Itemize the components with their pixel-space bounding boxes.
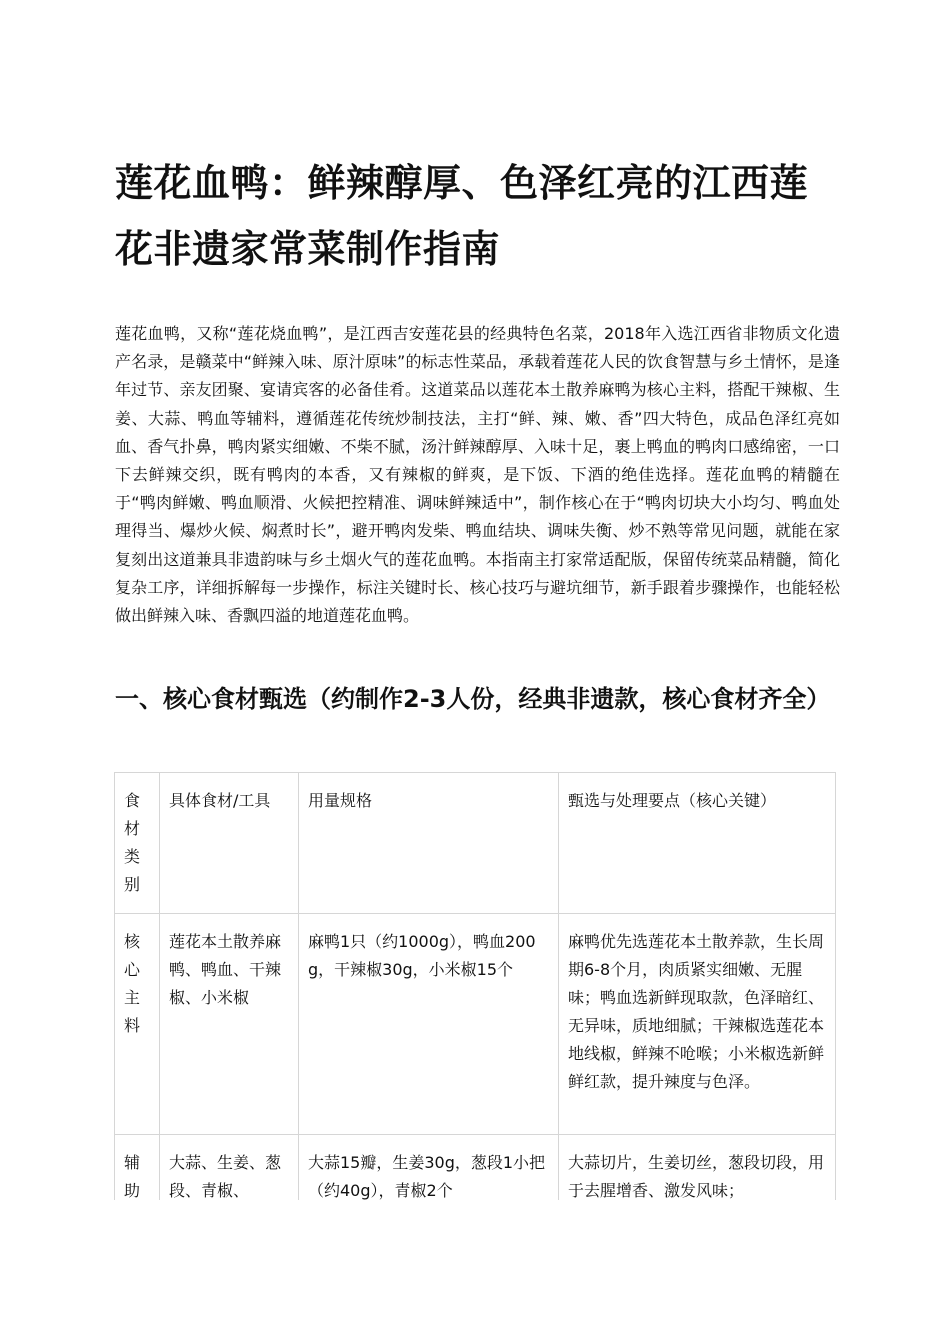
- table-header-row: [115, 773, 836, 914]
- table-row: [115, 914, 836, 1135]
- cell-amount: 大蒜15瓣，生姜30g，葱段1小把（约40g），青椒2个: [299, 1135, 559, 1201]
- document-title: 莲花血鸭：鲜辣醇厚、色泽红亮的江西莲花非遗家常菜制作指南: [115, 161, 809, 271]
- intro-paragraph: 莲花血鸭，又称“莲花烧血鸭”，是江西吉安莲花县的经典特色名菜，2018年入选江西省非物质文化遗产名录，是赣菜中“鲜辣入味、原汁原味”的标志性菜品，承载着莲花人民的饮食智慧与乡土情怀，是逢年过节、亲友团聚、宴请宾客的必备佳肴。这道菜品以莲花本土散养麻鸭为核心主料，搭配干辣椒、生姜、大蒜、鸭血等辅料，遵循莲花传统炒制技法，主打“鲜、辣、嫩、香”四大特色，成品色泽红亮如血、香气扑鼻，鸭肉紧实细嫩、不柴不腻，汤汁鲜辣醇厚、入味十足，裹上鸭血的鸭肉口感绵密，一口下去鲜辣交织，既有鸭肉的本香，又有辣椒的鲜爽，是下饭、下酒的绝佳选择。莲花血鸭的精髓在于“鸭肉鲜嫩、鸭血顺滑、火候把控精准、调味鲜辣适中”，制作核心在于“鸭肉切块大小均匀、鸭血处理得当、爆炒火候、焖煮时长”，避开鸭肉发柴、鸭血结块、调味失衡、炒不熟等常见问题，就能在家复刻出这道兼具非遗韵味与乡土烟火气的莲花血鸭。本指南主打家常适配版，保留传统菜品精髓，简化复杂工序，详细拆解每一步操作，标注关键时长、核心技巧与避坑细节，新手跟着步骤操作，也能轻松做出鲜辣入味、香飘四溢的地道莲花血鸭。: [115, 324, 840, 626]
- ingredients-table-container: [114, 772, 836, 1200]
- cell-category: 辅助: [115, 1135, 160, 1201]
- header-notes: 甄选与处理要点（核心关键）: [559, 773, 836, 914]
- header-amount: 用量规格: [299, 773, 559, 914]
- cell-notes: 麻鸭优先选莲花本土散养款，生长周期6-8个月，肉质紧实细嫩、无腥味；鸭血选新鲜现取款，色泽暗红、无异味，质地细腻；干辣椒选莲花本地线椒，鲜辣不呛喉；小米椒选新鲜鲜红款，提升辣度与色泽。: [559, 914, 836, 1135]
- ingredients-table: [114, 772, 836, 1200]
- table-row: [115, 1135, 836, 1201]
- section-heading-ingredients: 一、核心食材甄选（约制作2-3人份，经典非遗款，核心食材齐全）: [115, 685, 831, 713]
- cell-items: 莲花本土散养麻鸭、鸭血、干辣椒、小米椒: [160, 914, 299, 1135]
- cell-items: 大蒜、生姜、葱段、青椒、: [160, 1135, 299, 1201]
- cell-category: 核心主料: [115, 914, 160, 1135]
- cell-notes: 大蒜切片，生姜切丝，葱段切段，用于去腥增香、激发风味；: [559, 1135, 836, 1201]
- header-category: 食材类别: [115, 773, 160, 914]
- header-items: 具体食材/工具: [160, 773, 299, 914]
- cell-amount: 麻鸭1只（约1000g），鸭血200g，干辣椒30g，小米椒15个: [299, 914, 559, 1135]
